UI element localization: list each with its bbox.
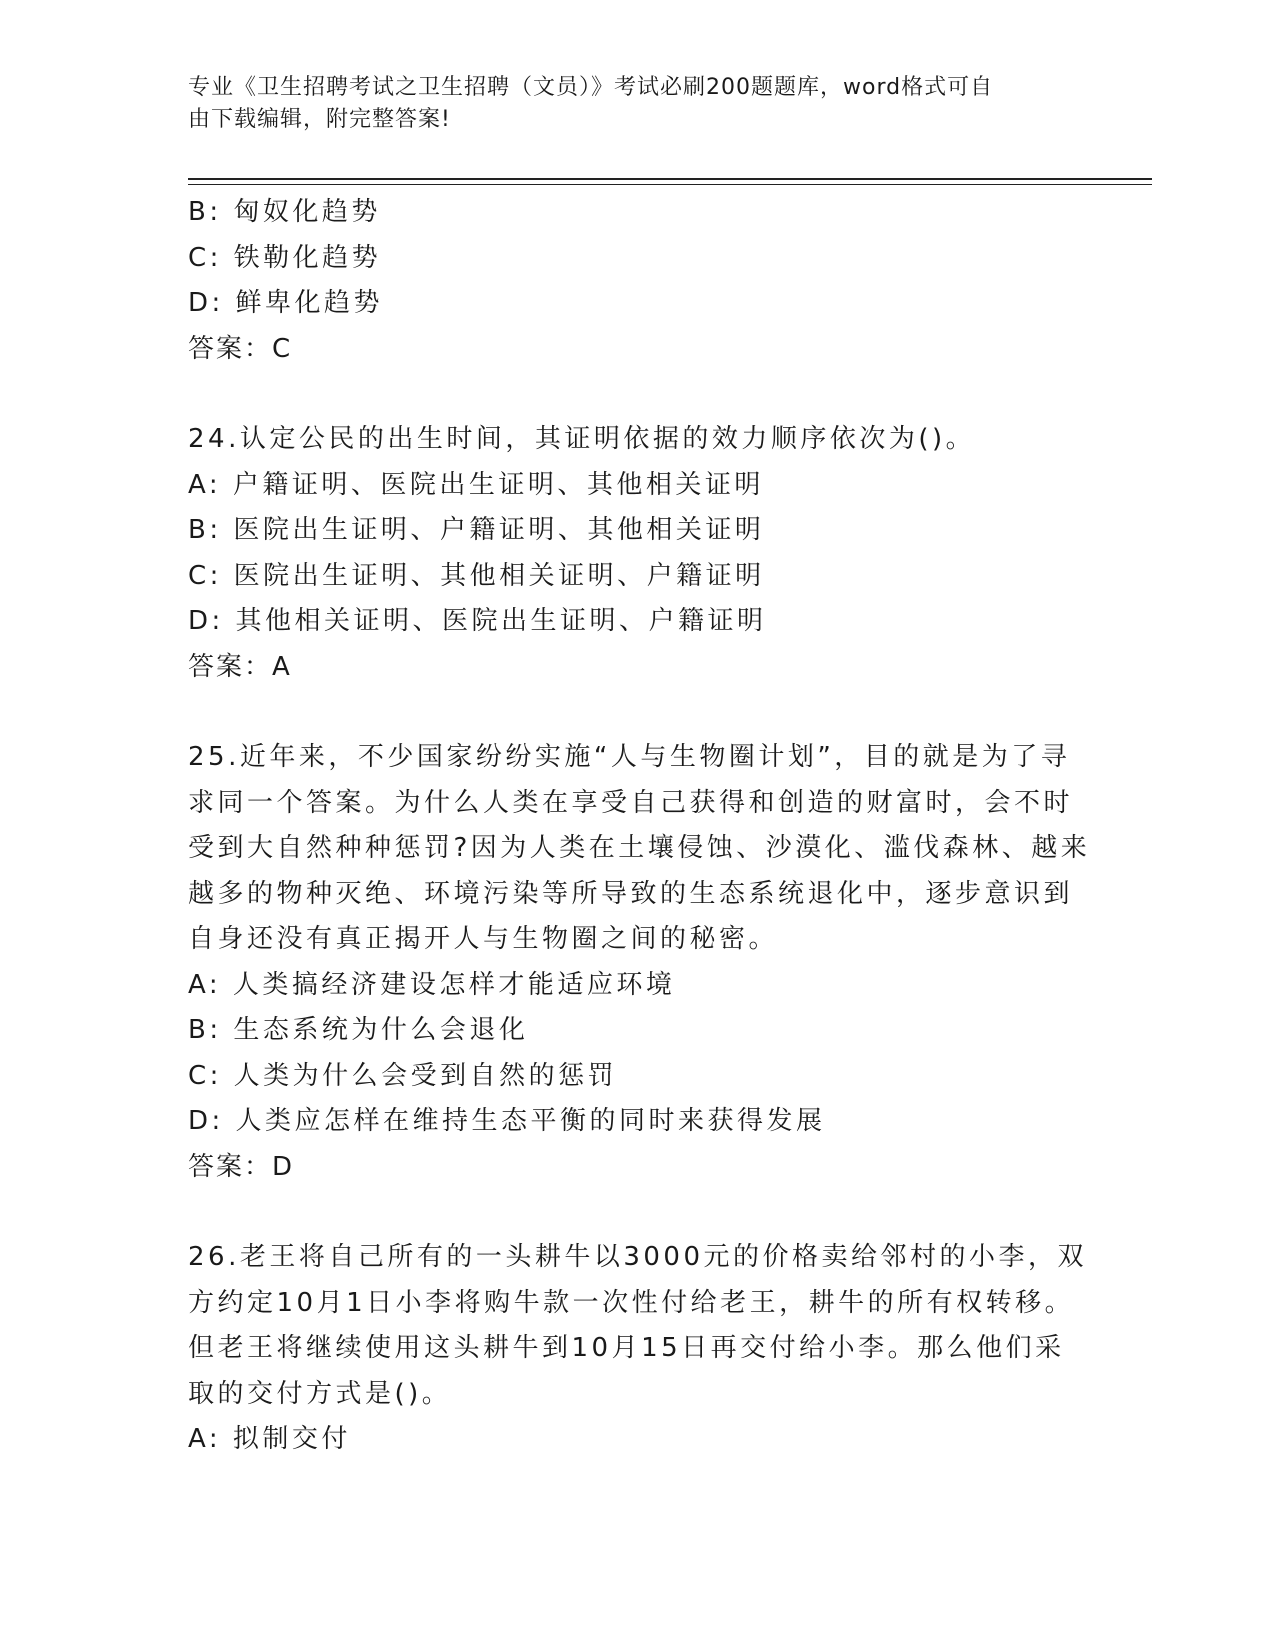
question-stem: 但老王将继续使用这头耕牛到10月15日再交付给小李。那么他们采: [188, 1333, 1065, 1363]
question-list: [188, 190, 1091, 1463]
option-c: C: 人类为什么会受到自然的惩罚: [188, 1060, 618, 1091]
option-b: B: 匈奴化趋势: [188, 197, 381, 227]
header-line: 专业《卫生招聘考试之卫生招聘（文员）》考试必刷200题题库，word格式可自: [188, 75, 994, 100]
question-stem: 越多的物种灭绝、环境污染等所导致的生态系统退化中，逐步意识到: [188, 878, 1074, 909]
option-a: A: 拟制交付: [188, 1424, 351, 1454]
option-a: A: 户籍证明、医院出生证明、其他相关证明: [188, 469, 764, 500]
page-header: [188, 72, 1068, 136]
header-rule-thin: [188, 184, 1152, 185]
question-stem: 求同一个答案。为什么人类在享受自己获得和创造的财富时，会不时: [188, 787, 1074, 818]
question-24: [188, 417, 1088, 690]
option-d: D: 人类应怎样在维持生态平衡的同时来获得发展: [188, 1106, 826, 1136]
header-line: 由下载编辑，附完整答案!: [188, 107, 451, 132]
question-stem: 自身还没有真正揭开人与生物圈之间的秘密。: [188, 924, 779, 954]
question-stem: 方约定10月1日小李将购牛款一次性付给老王，耕牛的所有权转移。: [188, 1287, 1075, 1318]
spacer: [188, 1190, 1088, 1235]
option-a: A: 人类搞经济建设怎样才能适应环境: [188, 969, 676, 1000]
option-d: D: 其他相关证明、医院出生证明、户籍证明: [188, 606, 767, 636]
question-stem: 24.认定公民的出生时间，其证明依据的效力顺序依次为()。: [188, 424, 976, 454]
question-stem: 受到大自然种种惩罚?因为人类在土壤侵蚀、沙漠化、滥伐森林、越来: [188, 833, 1091, 863]
option-b: B: 医院出生证明、户籍证明、其他相关证明: [188, 515, 765, 545]
header-rule-thick: [188, 178, 1152, 180]
answer: 答案：D: [188, 1151, 295, 1182]
option-c: C: 铁勒化趋势: [188, 242, 382, 273]
option-c: C: 医院出生证明、其他相关证明、户籍证明: [188, 560, 765, 591]
spacer: [188, 690, 1088, 735]
answer: 答案：A: [188, 651, 292, 682]
question-26: [188, 1235, 1088, 1463]
question-stem: 25.近年来，不少国家纷纷实施“人与生物圈计划”，目的就是为了寻: [188, 742, 1071, 772]
option-d: D: 鲜卑化趋势: [188, 288, 384, 318]
spacer: [188, 372, 1088, 417]
question-25: [188, 735, 1091, 1190]
option-b: B: 生态系统为什么会退化: [188, 1015, 529, 1045]
question-stem: 取的交付方式是()。: [188, 1378, 452, 1409]
question-stem: 26.老王将自己所有的一头耕牛以3000元的价格卖给邻村的小李，双: [188, 1242, 1088, 1272]
question-23: [188, 190, 1088, 372]
answer: 答案：C: [188, 333, 293, 364]
